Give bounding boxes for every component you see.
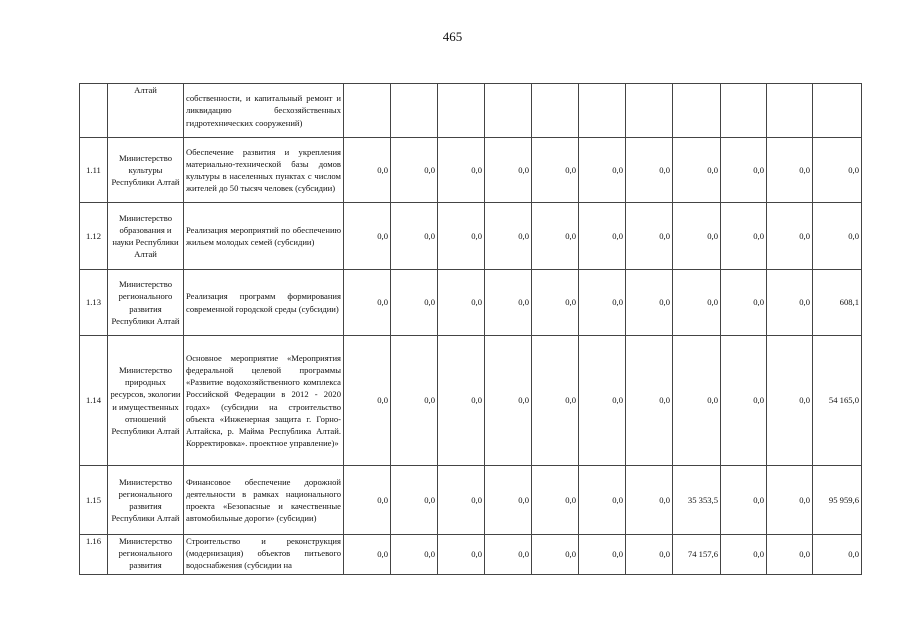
value-cell: 0,0 — [767, 336, 813, 466]
row-number: 1.13 — [80, 270, 108, 336]
value-cell: 0,0 — [532, 138, 579, 203]
value-cell — [391, 84, 438, 138]
value-cell: 0,0 — [579, 270, 626, 336]
value-cell: 0,0 — [626, 535, 673, 575]
value-cell: 0,0 — [767, 466, 813, 535]
responsible-organization: Министерство культуры Республики Алтай — [108, 138, 184, 203]
value-cell — [626, 84, 673, 138]
value-cell: 0,0 — [485, 270, 532, 336]
value-cell: 0,0 — [721, 535, 767, 575]
value-cell: 0,0 — [485, 203, 532, 270]
responsible-organization: Министерство регионального развития Республики Алтай — [108, 270, 184, 336]
table-row — [80, 138, 862, 203]
value-cell: 0,0 — [721, 336, 767, 466]
value-cell: 0,0 — [767, 138, 813, 203]
value-cell: 0,0 — [767, 535, 813, 575]
value-cell — [485, 84, 532, 138]
table-body — [80, 84, 862, 575]
value-cell: 0,0 — [579, 466, 626, 535]
value-cell: 0,0 — [579, 336, 626, 466]
value-cell: 0,0 — [813, 138, 862, 203]
value-cell: 0,0 — [532, 203, 579, 270]
value-cell: 0,0 — [344, 336, 391, 466]
value-cell: 0,0 — [438, 270, 485, 336]
responsible-organization: Алтай — [108, 84, 184, 138]
activity-description: собственности, и капитальный ремонт и ликвидацию бесхозяйственных гидротехнических сооружений) — [184, 84, 344, 138]
value-cell — [673, 84, 721, 138]
value-cell: 0,0 — [344, 138, 391, 203]
table-row — [80, 270, 862, 336]
value-cell: 0,0 — [532, 535, 579, 575]
row-number: 1.11 — [80, 138, 108, 203]
responsible-organization: Министерство регионального развития — [108, 535, 184, 575]
activity-description: Реализация мероприятий по обеспечению жильем молодых семей (субсидии) — [184, 203, 344, 270]
value-cell: 0,0 — [626, 138, 673, 203]
value-cell: 0,0 — [391, 270, 438, 336]
value-cell: 0,0 — [626, 336, 673, 466]
value-cell — [344, 84, 391, 138]
value-cell: 0,0 — [579, 203, 626, 270]
value-cell: 35 353,5 — [673, 466, 721, 535]
row-number — [80, 84, 108, 138]
activity-description: Строительство и реконструкция (модернизация) объектов питьевого водоснабжения (субсидии на — [184, 535, 344, 575]
value-cell: 0,0 — [673, 336, 721, 466]
row-number: 1.12 — [80, 203, 108, 270]
value-cell: 0,0 — [485, 466, 532, 535]
table-row — [80, 84, 862, 138]
value-cell: 0,0 — [626, 203, 673, 270]
responsible-organization: Министерство образования и науки Республики Алтай — [108, 203, 184, 270]
value-cell: 95 959,6 — [813, 466, 862, 535]
row-number: 1.14 — [80, 336, 108, 466]
value-cell: 0,0 — [438, 203, 485, 270]
value-cell: 0,0 — [438, 535, 485, 575]
value-cell: 0,0 — [532, 466, 579, 535]
value-cell: 0,0 — [673, 270, 721, 336]
table-row — [80, 535, 862, 575]
value-cell: 0,0 — [438, 336, 485, 466]
row-number: 1.16 — [80, 535, 108, 575]
activity-description: Финансовое обеспечение дорожной деятельности в рамках национального проекта «Безопасные и качественные автомобильные дороги» (субсидии) — [184, 466, 344, 535]
value-cell: 608,1 — [813, 270, 862, 336]
table-row — [80, 336, 862, 466]
value-cell: 0,0 — [579, 535, 626, 575]
value-cell: 0,0 — [485, 535, 532, 575]
value-cell: 0,0 — [485, 336, 532, 466]
table-row — [80, 203, 862, 270]
value-cell — [813, 84, 862, 138]
value-cell: 0,0 — [438, 466, 485, 535]
value-cell — [579, 84, 626, 138]
budget-table — [79, 83, 862, 575]
value-cell: 0,0 — [626, 270, 673, 336]
value-cell: 0,0 — [626, 466, 673, 535]
value-cell: 0,0 — [813, 203, 862, 270]
value-cell: 0,0 — [485, 138, 532, 203]
activity-description: Основное мероприятие «Мероприятия федеральной целевой программы «Развитие водохозяйственного комплекса Российской Федерации в 2012 - 2020 годах» (субсидии на строительство объекта «Инженерная защита г. Горно-Алтайска, р. Майма Республика Алтай. Корректировка». проектное управление)» — [184, 336, 344, 466]
value-cell: 0,0 — [344, 203, 391, 270]
value-cell: 0,0 — [391, 138, 438, 203]
row-number: 1.15 — [80, 466, 108, 535]
activity-description: Обеспечение развития и укрепления материально-технической базы домов культуры в населенных пунктах с числом жителей до 50 тысяч человек (субсидии) — [184, 138, 344, 203]
page-number: 465 — [442, 29, 463, 44]
value-cell: 0,0 — [721, 138, 767, 203]
value-cell — [721, 84, 767, 138]
value-cell: 0,0 — [391, 336, 438, 466]
value-cell: 0,0 — [813, 535, 862, 575]
value-cell: 74 157,6 — [673, 535, 721, 575]
value-cell: 0,0 — [391, 203, 438, 270]
activity-description: Реализация программ формирования современной городской среды (субсидии) — [184, 270, 344, 336]
value-cell: 0,0 — [438, 138, 485, 203]
value-cell: 0,0 — [579, 138, 626, 203]
value-cell: 0,0 — [344, 270, 391, 336]
value-cell: 0,0 — [344, 535, 391, 575]
value-cell: 0,0 — [532, 336, 579, 466]
value-cell: 0,0 — [391, 466, 438, 535]
table-row — [80, 466, 862, 535]
value-cell: 54 165,0 — [813, 336, 862, 466]
value-cell: 0,0 — [721, 203, 767, 270]
value-cell: 0,0 — [721, 466, 767, 535]
responsible-organization: Министерство природных ресурсов, экологии и имущественных отношений Республики Алтай — [108, 336, 184, 466]
value-cell: 0,0 — [767, 270, 813, 336]
value-cell — [438, 84, 485, 138]
value-cell: 0,0 — [391, 535, 438, 575]
value-cell — [532, 84, 579, 138]
responsible-organization: Министерство регионального развития Республики Алтай — [108, 466, 184, 535]
value-cell: 0,0 — [721, 270, 767, 336]
value-cell: 0,0 — [673, 203, 721, 270]
value-cell: 0,0 — [344, 466, 391, 535]
value-cell: 0,0 — [673, 138, 721, 203]
value-cell — [767, 84, 813, 138]
value-cell: 0,0 — [532, 270, 579, 336]
value-cell: 0,0 — [767, 203, 813, 270]
